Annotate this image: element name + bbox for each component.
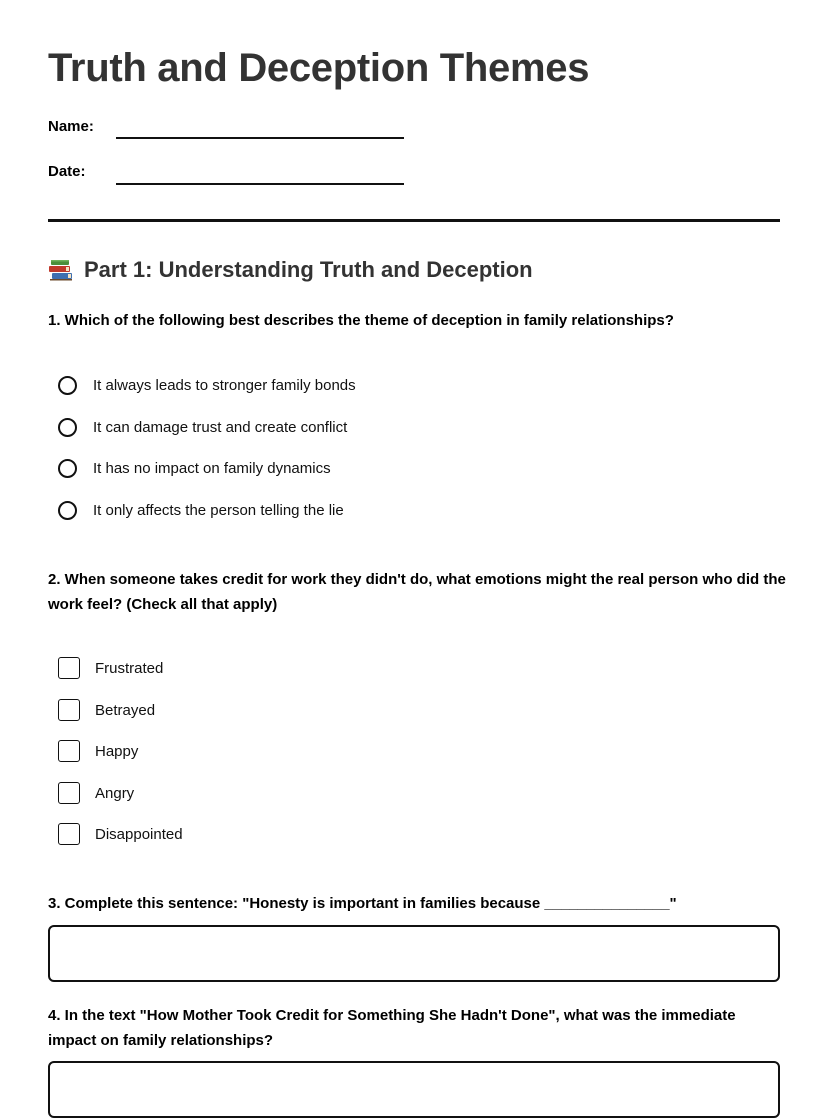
option-label: Frustrated [95, 659, 164, 677]
radio-button[interactable] [58, 459, 77, 478]
radio-button[interactable] [58, 418, 77, 437]
header-divider [48, 219, 780, 222]
checkbox[interactable] [58, 823, 80, 845]
q3-answer-box[interactable] [48, 925, 780, 982]
radio-button[interactable] [58, 501, 77, 520]
q1-option-2[interactable] [58, 415, 347, 439]
q2-option-disappointed[interactable] [58, 822, 183, 846]
section-heading-text: Part 1: Understanding Truth and Deception [84, 257, 533, 282]
name-field[interactable] [116, 137, 404, 139]
option-label: Disappointed [95, 825, 183, 843]
checkbox[interactable] [58, 657, 80, 679]
question-2: 2. When someone takes credit for work they didn't do, what emotions might the real person who did the work feel? (Check all that apply) [48, 571, 786, 613]
q1-option-1[interactable] [58, 373, 356, 397]
checkbox[interactable] [58, 740, 80, 762]
books-icon [48, 258, 74, 282]
date-label: Date: [48, 163, 86, 180]
option-label: Angry [95, 784, 135, 802]
page-title: Truth and Deception Themes [48, 46, 590, 90]
option-label: It only affects the person telling the lie [93, 501, 344, 519]
q2-option-frustrated[interactable] [58, 656, 163, 680]
q2-option-betrayed[interactable] [58, 698, 155, 722]
q2-option-angry[interactable] [58, 781, 134, 805]
option-label: It always leads to stronger family bonds [93, 376, 356, 394]
question-3: 3. Complete this sentence: "Honesty is important in families because _______________" [48, 895, 677, 912]
question-1: 1. Which of the following best describes the theme of deception in family relationships? [48, 312, 674, 329]
section-heading [48, 257, 533, 283]
option-label: It can damage trust and create conflict [93, 418, 348, 436]
option-label: It has no impact on family dynamics [93, 459, 331, 477]
q2-option-happy[interactable] [58, 739, 138, 763]
q1-option-4[interactable] [58, 498, 344, 522]
radio-button[interactable] [58, 376, 77, 395]
q1-option-3[interactable] [58, 456, 331, 480]
checkbox[interactable] [58, 782, 80, 804]
option-label: Betrayed [95, 701, 156, 719]
checkbox[interactable] [58, 699, 80, 721]
name-label: Name: [48, 118, 94, 135]
date-field[interactable] [116, 183, 404, 185]
q4-answer-box[interactable] [48, 1061, 780, 1118]
question-4: 4. In the text "How Mother Took Credit for Something She Hadn't Done", what was the immediate impact on family relationships? [48, 1007, 736, 1049]
option-label: Happy [95, 742, 139, 760]
